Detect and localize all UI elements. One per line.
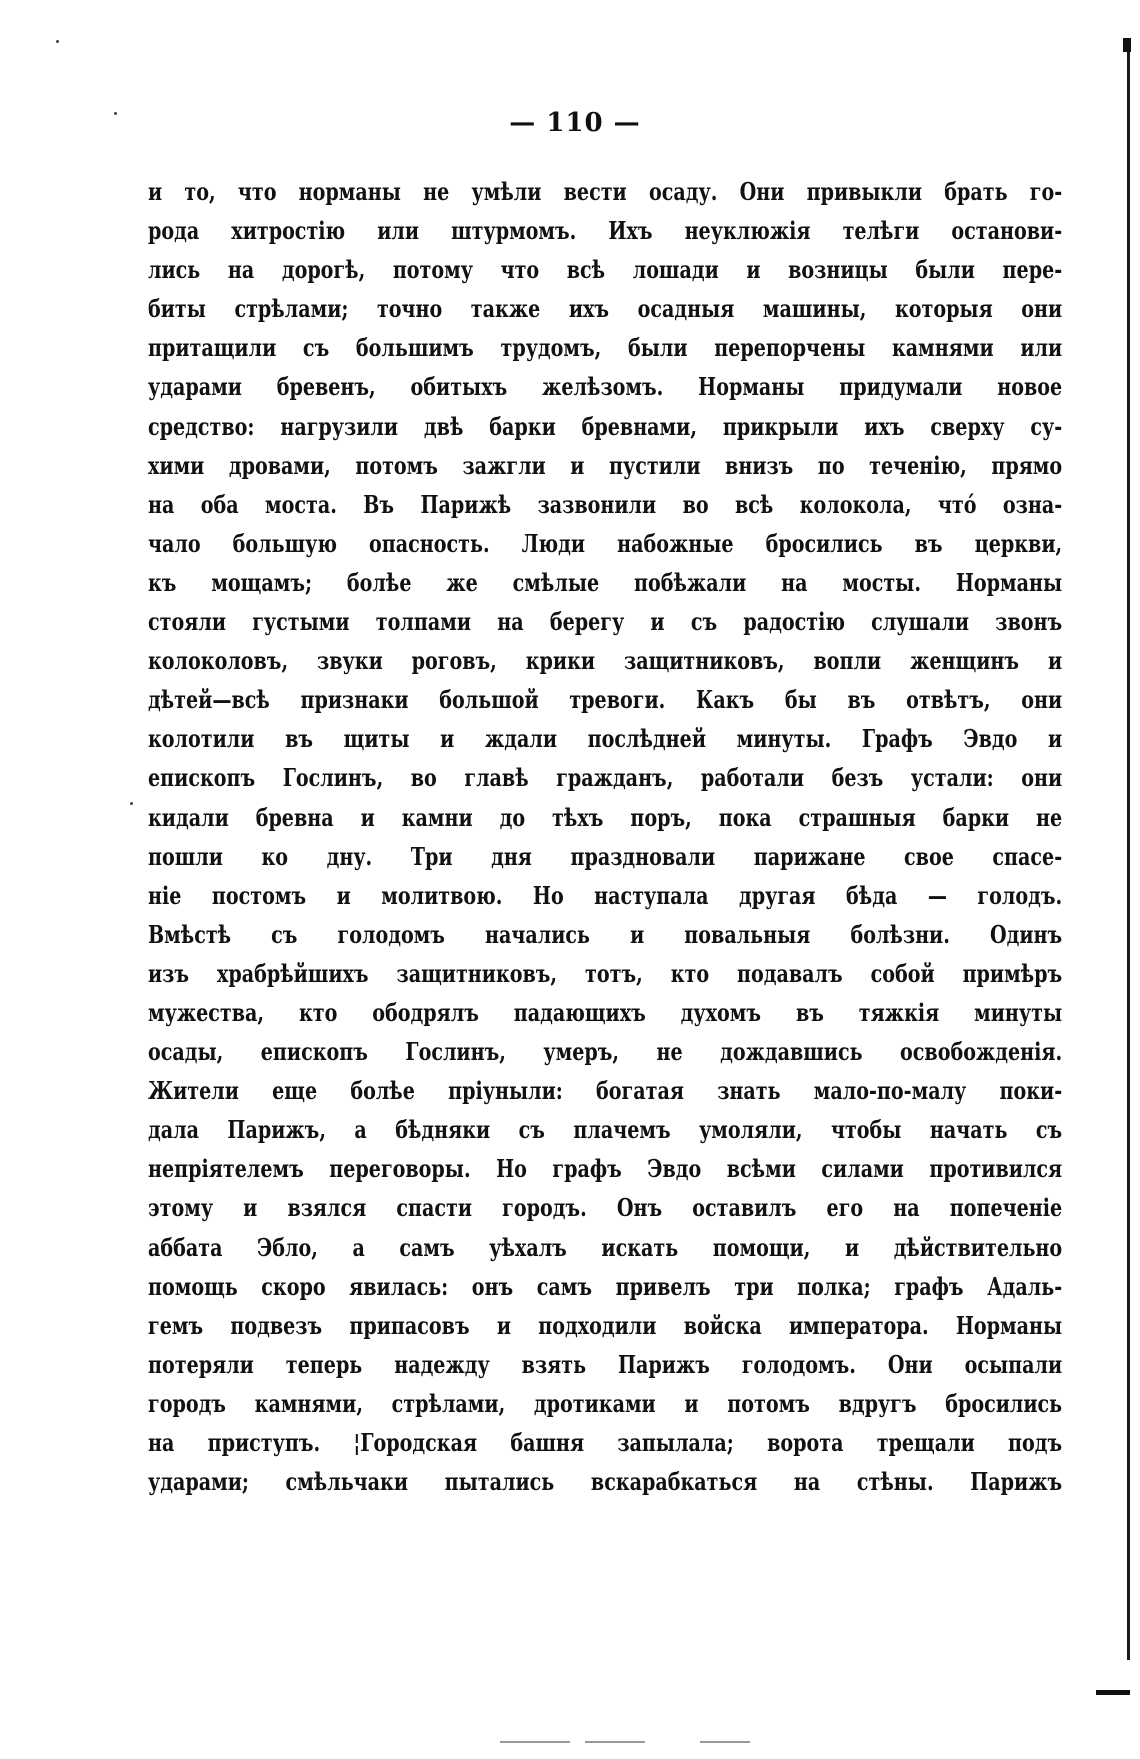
text-line: колотили въ щиты и ждали послѣдней минуты. Графъ Эвдо и bbox=[148, 724, 1063, 754]
text-line: стояли густыми толпами на берегу и съ радостію слушали звонъ bbox=[148, 607, 1063, 637]
dust-speck bbox=[114, 112, 117, 115]
text-line: притащили съ большимъ трудомъ, были перепорчены камнями или bbox=[148, 333, 1063, 363]
text-line: епископъ Гослинъ, во главѣ гражданъ, работали безъ устали: они bbox=[148, 763, 1063, 793]
text-line: колоколовъ, звуки роговъ, крики защитниковъ, вопли женщинъ и bbox=[148, 646, 1063, 676]
text-line: городъ камнями, стрѣлами, дротиками и потомъ вдругъ бросились bbox=[148, 1388, 1063, 1418]
page-number: — 110 — bbox=[509, 108, 641, 138]
text-line: непріятелемъ переговоры. Но графъ Эвдо всѣми силами противился bbox=[148, 1154, 1063, 1184]
text-line: ніе постомъ и молитвою. Но наступала другая бѣда — голодъ. bbox=[148, 880, 1063, 910]
text-line: на оба моста. Въ Парижѣ зазвонили во всѣ колокола, что́ озна- bbox=[148, 489, 1063, 519]
body-text bbox=[148, 172, 1062, 1501]
text-line: этому и взялся спасти городъ. Онъ оставилъ его на попеченіе bbox=[148, 1193, 1063, 1223]
text-line: дала Парижъ, а бѣдняки съ плачемъ умоляли, чтобы начать съ bbox=[148, 1115, 1063, 1145]
dust-speck bbox=[130, 802, 133, 805]
page-edge-shadow bbox=[1127, 40, 1130, 1660]
text-line: рода хитростію или штурмомъ. Ихъ неуклюжія телѣги останови- bbox=[148, 216, 1063, 246]
text-line: помощь скоро явилась: онъ самъ привелъ три полка; графъ Адаль- bbox=[148, 1271, 1063, 1301]
text-line: кидали бревна и камни до тѣхъ поръ, пока страшныя барки не bbox=[148, 802, 1063, 832]
scan-artifact bbox=[500, 1741, 570, 1743]
text-line: лись на дорогѣ, потому что всѣ лошади и возницы были пере- bbox=[148, 255, 1063, 285]
text-line: пошли ко дну. Три дня праздновали парижане свое спасе- bbox=[148, 841, 1063, 871]
text-line: мужества, кто ободрялъ падающихъ духомъ въ тяжкія минуты bbox=[148, 997, 1063, 1027]
scan-artifact bbox=[585, 1741, 645, 1743]
text-line: къ мощамъ; болѣе же смѣлые побѣжали на мосты. Норманы bbox=[148, 567, 1063, 597]
text-line: аббата Эбло, а самъ уѣхалъ искать помощи, и дѣйствительно bbox=[148, 1232, 1063, 1262]
text-line: Вмѣстѣ съ голодомъ начались и повальныя болѣзни. Одинъ bbox=[148, 919, 1063, 949]
text-line: потеряли теперь надежду взять Парижъ голодомъ. Они осыпали bbox=[148, 1349, 1063, 1379]
text-line: биты стрѣлами; точно также ихъ осадныя машины, которыя они bbox=[148, 294, 1063, 324]
text-line: Жители еще болѣе пріуныли: богатая знать мало-по-малу поки- bbox=[148, 1076, 1063, 1106]
text-line: на приступъ. ¦Городская башня запылала; ворота трещали подъ bbox=[148, 1428, 1063, 1457]
scan-artifact bbox=[700, 1741, 750, 1743]
text-line: дѣтей—всѣ признаки большой тревоги. Какъ бы въ отвѣтъ, они bbox=[148, 685, 1063, 715]
text-line: и то, что норманы не умѣли вести осаду. Они привыкли брать го- bbox=[148, 177, 1063, 206]
page-edge-mark bbox=[1123, 38, 1131, 52]
text-line: ударами бревенъ, обитыхъ желѣзомъ. Норманы придумали новое bbox=[148, 372, 1063, 402]
page-edge-mark bbox=[1096, 1690, 1130, 1695]
text-line: изъ храбрѣйшихъ защитниковъ, тотъ, кто подавалъ собой примѣръ bbox=[148, 958, 1063, 988]
text-line: гемъ подвезъ припасовъ и подходили войска императора. Норманы bbox=[148, 1310, 1063, 1340]
text-line: средство: нагрузили двѣ барки бревнами, прикрыли ихъ сверху су- bbox=[148, 411, 1063, 441]
dust-speck bbox=[56, 40, 59, 43]
text-line: ударами; смѣльчаки пытались вскарабкаться на стѣны. Парижъ bbox=[148, 1467, 1063, 1497]
text-line: осады, епископъ Гослинъ, умеръ, не дождавшись освобожденія. bbox=[148, 1037, 1063, 1067]
text-line: чало большую опасность. Люди набожные бросились въ церкви, bbox=[148, 528, 1063, 558]
text-line: хими дровами, потомъ зажгли и пустили внизъ по теченію, прямо bbox=[148, 450, 1063, 480]
